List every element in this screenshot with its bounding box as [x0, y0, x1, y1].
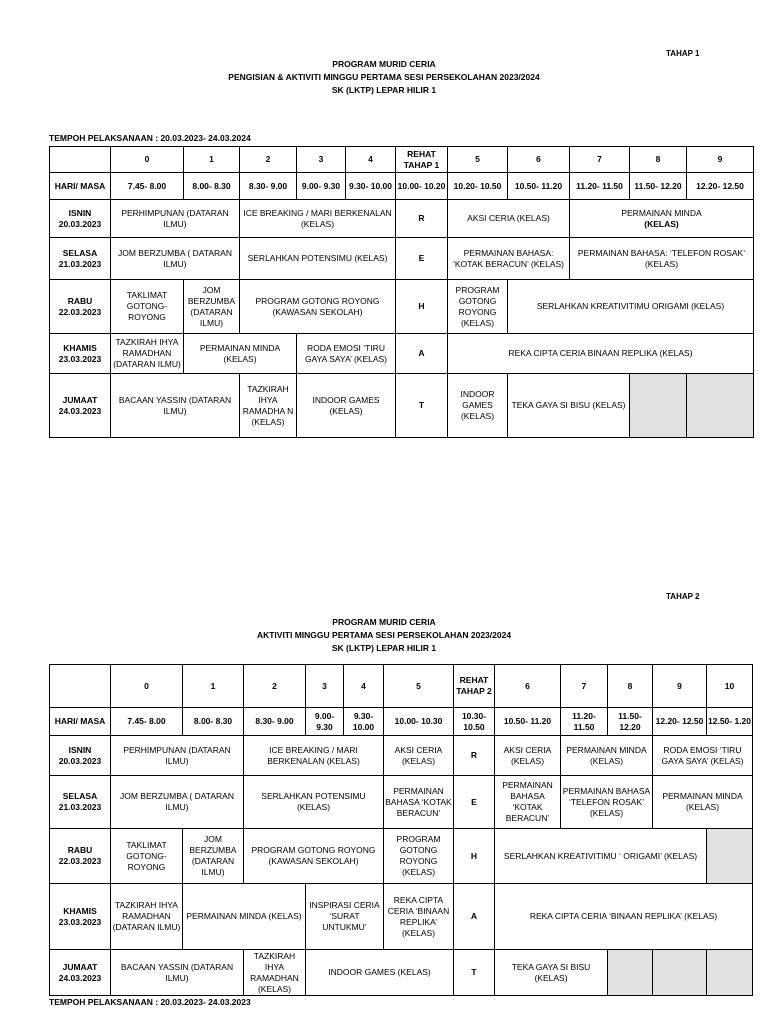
- activity-cell: AKSI CERIA (KELAS): [495, 736, 561, 776]
- time-slot: 11.20- 11.50: [561, 708, 608, 736]
- rehat-header: REHAT TAHAP 1: [396, 147, 448, 173]
- day-cell: JUMAAT 24.03.2023: [50, 374, 111, 438]
- day-cell: RABU 22.03.2023: [50, 280, 111, 334]
- empty-shaded-cell: [707, 829, 753, 884]
- activity-cell: PERMAINAN BAHASA ‘KOTAK BERACUN’: [495, 776, 561, 829]
- day-row-selasa: [50, 238, 754, 280]
- period-header: 7: [570, 147, 630, 173]
- time-slot: 11.50- 12.20: [608, 708, 653, 736]
- empty-cell: [50, 147, 111, 173]
- time-slot: 9.30- 10.00: [346, 173, 396, 200]
- period-header: 3: [297, 147, 346, 173]
- period-header: 9: [653, 665, 707, 708]
- time-slot: 11.20- 11.50: [570, 173, 630, 200]
- time-slot: 10.20- 10.50: [448, 173, 508, 200]
- hari-masa-label: HARI/ MASA: [50, 173, 111, 200]
- time-slot: 9.30- 10.00: [344, 708, 384, 736]
- empty-shaded-cell: [707, 950, 753, 996]
- period-header: 10: [707, 665, 753, 708]
- time-slot: 12.50- 1.20: [707, 708, 753, 736]
- period-header: 1: [183, 665, 244, 708]
- period-header: 3: [306, 665, 344, 708]
- activity-cell: PROGRAM GOTONG ROYONG (KAWASAN SEKOLAH): [240, 280, 396, 334]
- time-slot: 8.00- 8.30: [184, 173, 240, 200]
- period-header: 7: [561, 665, 608, 708]
- day-row-rabu: [50, 829, 753, 884]
- time-slot: 7.45- 8.00: [111, 173, 184, 200]
- day-cell: ISNIN 20.03.2023: [50, 200, 111, 238]
- period-header: 4: [344, 665, 384, 708]
- rehat-cell: A: [454, 884, 495, 950]
- period-header: 5: [384, 665, 454, 708]
- day-cell: JUMAAT 24.03.2023: [50, 950, 111, 996]
- activity-cell: TAZKIRAH IHYA RAMADHAN (DATARAN ILMU): [111, 884, 183, 950]
- tahap-2-label: TAHAP 2: [666, 592, 700, 601]
- time-row: [50, 708, 753, 736]
- period-header: 2: [240, 147, 297, 173]
- activity-cell: AKSI CERIA (KELAS): [384, 736, 454, 776]
- tempoh-pelaksanaan: TEMPOH PELAKSANAAN : 20.03.2023- 24.03.2024: [49, 133, 251, 143]
- activity-cell: JOM BERZUMBA ( DATARAN ILMU): [111, 238, 240, 280]
- day-row-isnin: [50, 736, 753, 776]
- activity-cell: REKA CIPTA CERIA ‘BINAAN REPLIKA’ (KELAS): [384, 884, 454, 950]
- time-slot: 12.20- 12.50: [653, 708, 707, 736]
- empty-shaded-cell: [653, 950, 707, 996]
- period-header: 8: [608, 665, 653, 708]
- activity-cell: PERMAINAN MINDA (KELAS): [561, 736, 653, 776]
- time-slot: 9.00- 9.30: [306, 708, 344, 736]
- rehat-cell: E: [396, 238, 448, 280]
- activity-cell: SERLAHKAN KREATIVITIMU ‘ ORIGAMI’ (KELAS): [495, 829, 707, 884]
- program-title: PROGRAM MURID CERIA: [332, 59, 436, 69]
- activity-cell: SERLAHKAN POTENSIMU (KELAS): [244, 776, 384, 829]
- activity-cell: JOM BERZUMBA (DATARAN ILMU): [184, 280, 240, 334]
- activity-cell: PROGRAM GOTONG ROYONG (KAWASAN SEKOLAH): [244, 829, 384, 884]
- empty-shaded-cell: [630, 374, 687, 438]
- activity-cell: PROGRAM GOTONG ROYONG (KELAS): [448, 280, 508, 334]
- rehat-cell: A: [396, 334, 448, 374]
- activity-cell: INDOOR GAMES (KELAS): [448, 374, 508, 438]
- day-cell: KHAMIS 23.03.2023: [50, 334, 111, 374]
- rehat-cell: T: [454, 950, 495, 996]
- day-row-selasa: [50, 776, 753, 829]
- rehat-cell: R: [454, 736, 495, 776]
- period-header: 6: [508, 147, 570, 173]
- schedule-table-tahap-2: [49, 664, 753, 996]
- schedule-table-tahap-1: [49, 146, 754, 438]
- tahap-1-title-block: [0, 58, 768, 97]
- time-slot: 10.50- 11.20: [508, 173, 570, 200]
- period-header: 6: [495, 665, 561, 708]
- activity-cell: TAKLIMAT GOTONG- ROYONG: [111, 829, 183, 884]
- activity-cell: SERLAHKAN KREATIVITIMU ORIGAMI (KELAS): [508, 280, 754, 334]
- activity-cell: INDOOR GAMES (KELAS): [306, 950, 454, 996]
- empty-shaded-cell: [608, 950, 653, 996]
- activity-cell: BACAAN YASSIN (DATARAN ILMU): [111, 374, 240, 438]
- activity-cell: TAKLIMAT GOTONG- ROYONG: [111, 280, 184, 334]
- activity-cell: JOM BERZUMBA ( DATARAN ILMU): [111, 776, 244, 829]
- time-slot: 10.50- 11.20: [495, 708, 561, 736]
- activity-cell: SERLAHKAN POTENSIMU (KELAS): [240, 238, 396, 280]
- rehat-cell: H: [454, 829, 495, 884]
- activity-cell: REKA CIPTA CERIA BINAAN REPLIKA (KELAS): [448, 334, 754, 374]
- time-slot: 8.30- 9.00: [240, 173, 297, 200]
- time-slot: 10.00- 10.20: [396, 173, 448, 200]
- activity-cell: PERMAINAN MINDA (KELAS): [183, 884, 306, 950]
- program-title: PROGRAM MURID CERIA: [332, 617, 436, 627]
- rehat-cell: R: [396, 200, 448, 238]
- tahap-1-label: TAHAP 1: [666, 49, 700, 58]
- activity-cell: PERMAINAN BAHASA ‘KOTAK BERACUN’: [384, 776, 454, 829]
- day-cell: ISNIN 20.03.2023: [50, 736, 111, 776]
- activity-cell: TAZKIRAH IHYA RAMADHAN (KELAS): [244, 950, 306, 996]
- hari-masa-label: HARI/ MASA: [50, 708, 111, 736]
- activity-cell: AKSI CERIA (KELAS): [448, 200, 570, 238]
- period-header: 5: [448, 147, 508, 173]
- rehat-cell: T: [396, 374, 448, 438]
- activity-cell: ICE BREAKING / MARI BERKENALAN (KELAS): [240, 200, 396, 238]
- time-slot: 12.20- 12.50: [687, 173, 754, 200]
- activity-cell: REKA CIPTA CERIA ‘BINAAN REPLIKA’ (KELAS): [495, 884, 753, 950]
- period-header: 1: [184, 147, 240, 173]
- period-header-row: [50, 147, 754, 173]
- activity-cell: TEKA GAYA SI BISU (KELAS): [508, 374, 630, 438]
- day-row-jumaat: [50, 374, 754, 438]
- day-cell: RABU 22.03.2023: [50, 829, 111, 884]
- activity-cell: PERMAINAN BAHASA: ‘KOTAK BERACUN’ (KELAS): [448, 238, 570, 280]
- period-header: 2: [244, 665, 306, 708]
- program-subtitle: PENGISIAN & AKTIVITI MINGGU PERTAMA SESI PERSEKOLAHAN 2023/2024: [228, 72, 540, 82]
- program-subtitle: AKTIVITI MINGGU PERTAMA SESI PERSEKOLAHAN 2023/2024: [256, 630, 512, 640]
- activity-cell: PERMAINAN MINDA (KELAS): [570, 200, 754, 238]
- activity-cell: RODA EMOSI ‘TIRU GAYA SAYA’ (KELAS): [297, 334, 396, 374]
- school-name: SK (LKTP) LEPAR HILIR 1: [331, 643, 437, 653]
- day-cell: SELASA 21.03.2023: [50, 238, 111, 280]
- activity-cell: PERMAINAN MINDA (KELAS): [653, 776, 753, 829]
- activity-cell: INDOOR GAMES (KELAS): [297, 374, 396, 438]
- rehat-cell: H: [396, 280, 448, 334]
- activity-cell: ICE BREAKING / MARI BERKENALAN (KELAS): [244, 736, 384, 776]
- day-row-khamis: [50, 884, 753, 950]
- time-slot: 7.45- 8.00: [111, 708, 183, 736]
- rehat-cell: E: [454, 776, 495, 829]
- activity-cell: PERHIMPUNAN (DATARAN ILMU): [111, 200, 240, 238]
- time-slot: 10.00- 10.30: [384, 708, 454, 736]
- activity-cell: TEKA GAYA SI BISU (KELAS): [495, 950, 608, 996]
- day-cell: KHAMIS 23.03.2023: [50, 884, 111, 950]
- rehat-header: REHAT TAHAP 2: [454, 665, 495, 708]
- activity-cell: PERMAINAN MINDA (KELAS): [184, 334, 297, 374]
- period-header: 4: [346, 147, 396, 173]
- time-slot: 9.00- 9.30: [297, 173, 346, 200]
- tempoh-pelaksanaan: TEMPOH PELAKSANAAN : 20.03.2023- 24.03.2023: [49, 997, 251, 1007]
- period-header: 8: [630, 147, 687, 173]
- period-header: 9: [687, 147, 754, 173]
- day-row-isnin: [50, 200, 754, 238]
- activity-cell: PERHIMPUNAN (DATARAN ILMU): [111, 736, 244, 776]
- time-slot: 11.50- 12.20: [630, 173, 687, 200]
- day-row-khamis: [50, 334, 754, 374]
- empty-cell: [50, 665, 111, 708]
- activity-cell: PERMAINAN BAHASA ‘TELEFON ROSAK’ (KELAS): [561, 776, 653, 829]
- activity-cell: BACAAN YASSIN (DATARAN ILMU): [111, 950, 244, 996]
- activity-cell: INSPIRASI CERIA ‘SURAT UNTUKMU’: [306, 884, 384, 950]
- day-row-rabu: [50, 280, 754, 334]
- school-name: SK (LKTP) LEPAR HILIR 1: [331, 85, 437, 95]
- day-row-jumaat: [50, 950, 753, 996]
- activity-cell: TAZKIRAH IHYA RAMADHA N (KELAS): [240, 374, 297, 438]
- time-slot: 10.30- 10.50: [454, 708, 495, 736]
- time-slot: 8.00- 8.30: [183, 708, 244, 736]
- activity-cell: PROGRAM GOTONG ROYONG (KELAS): [384, 829, 454, 884]
- period-header: 0: [111, 665, 183, 708]
- day-cell: SELASA 21.03.2023: [50, 776, 111, 829]
- activity-cell: TAZKIRAH IHYA RAMADHAN (DATARAN ILMU): [111, 334, 184, 374]
- period-header-row: [50, 665, 753, 708]
- period-header: 0: [111, 147, 184, 173]
- tahap-2-title-block: [0, 616, 768, 655]
- activity-cell: PERMAINAN BAHASA: ‘TELEFON ROSAK’ (KELAS): [570, 238, 754, 280]
- empty-shaded-cell: [687, 374, 754, 438]
- time-row: [50, 173, 754, 200]
- time-slot: 8.30- 9.00: [244, 708, 306, 736]
- activity-cell: RODA EMOSI ‘TIRU GAYA SAYA’ (KELAS): [653, 736, 753, 776]
- activity-cell: JOM BERZUMBA (DATARAN ILMU): [183, 829, 244, 884]
